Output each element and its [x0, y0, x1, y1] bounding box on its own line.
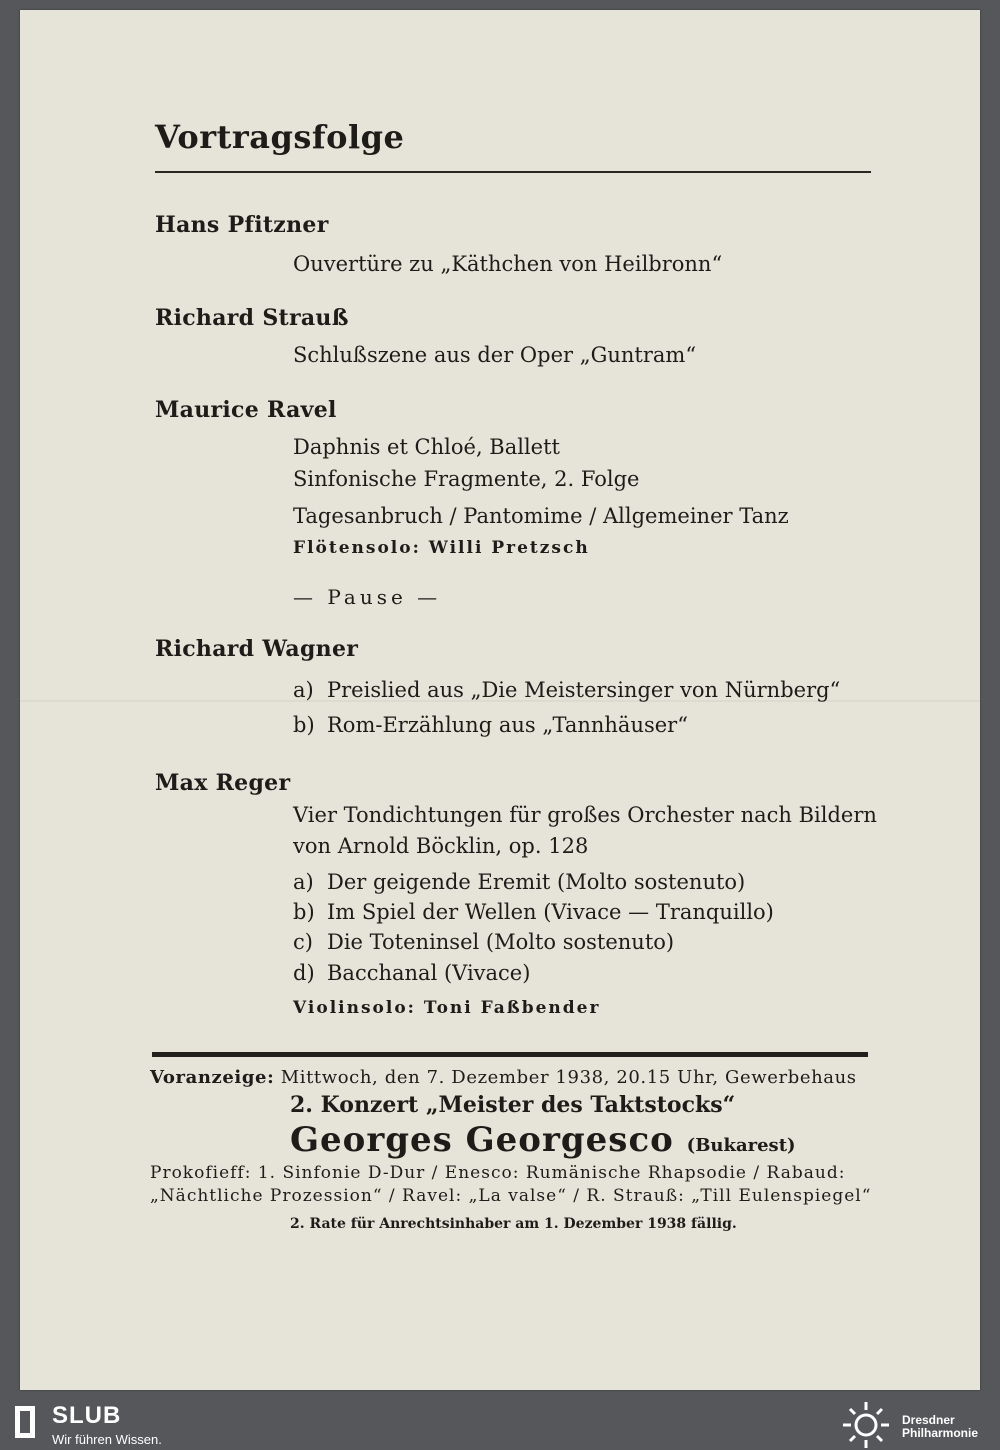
slub-logo-icon	[12, 1402, 38, 1442]
work-line: Schlußszene aus der Oper „Guntram“	[293, 343, 697, 367]
item-text: Preislied aus „Die Meistersinger von Nürnberg“	[327, 678, 841, 702]
intermission: — Pause —	[293, 585, 442, 609]
item-text: Der geigende Eremit (Molto sostenuto)	[327, 870, 746, 894]
composer-ravel: Maurice Ravel	[155, 397, 337, 423]
item-label: c)	[293, 930, 313, 954]
work-line: Ouvertüre zu „Käthchen von Heilbronn“	[293, 252, 723, 276]
soloist-line: Flötensolo: Willi Pretzsch	[293, 538, 590, 558]
conductor-name: Georges Georgesco	[290, 1120, 674, 1160]
item-text: Rom-Erzählung aus „Tannhäuser“	[327, 713, 688, 737]
work-line: Daphnis et Chloé, Ballett	[293, 435, 560, 459]
item-label: b)	[293, 713, 315, 737]
orchestra-name	[902, 1414, 978, 1440]
composer-strauss: Richard Strauß	[155, 305, 349, 331]
composer-wagner: Richard Wagner	[155, 636, 359, 662]
conductor-origin: (Bukarest)	[686, 1135, 796, 1156]
item-text: Die Toteninsel (Molto sostenuto)	[327, 930, 675, 954]
item-label: b)	[293, 900, 315, 924]
notice-line	[150, 1067, 857, 1088]
notice-divider	[152, 1052, 868, 1057]
notice-details: Mittwoch, den 7. Dezember 1938, 20.15 Uhr, Gewerbehaus	[280, 1067, 857, 1088]
item-text: Bacchanal (Vivace)	[327, 961, 531, 985]
item-label: a)	[293, 678, 314, 702]
library-name: SLUB	[52, 1402, 122, 1429]
list-item	[293, 930, 674, 954]
item-label: d)	[293, 961, 315, 985]
work-line: Tagesanbruch / Pantomime / Allgemeiner Tanz	[293, 504, 789, 528]
concert-program-line: „Nächtliche Prozession“ / Ravel: „La valse“ / R. Strauß: „Till Eulenspiegel“	[150, 1186, 872, 1206]
work-line: Vier Tondichtungen für großes Orchester nach Bildern	[293, 803, 877, 827]
list-item	[293, 678, 840, 702]
guest-conductor	[290, 1120, 796, 1160]
item-label: a)	[293, 870, 314, 894]
concert-title: 2. Konzert „Meister des Taktstocks“	[290, 1092, 736, 1118]
soloist-line: Violinsolo: Toni Faßbender	[293, 998, 601, 1018]
orchestra-name-line2: Philharmonie	[902, 1426, 979, 1440]
list-item	[293, 870, 745, 894]
philharmonie-logo-icon	[840, 1400, 892, 1450]
page-title: Vortragsfolge	[155, 118, 405, 156]
list-item	[293, 961, 530, 985]
composer-pfitzner: Hans Pfitzner	[155, 212, 329, 238]
list-item	[293, 713, 688, 737]
item-text: Im Spiel der Wellen (Vivace — Tranquillo)	[327, 900, 774, 924]
list-item	[293, 900, 774, 924]
work-line: von Arnold Böcklin, op. 128	[293, 834, 589, 858]
orchestra-name-line1: Dresdner	[902, 1413, 955, 1427]
library-tagline: Wir führen Wissen.	[52, 1432, 162, 1447]
payment-note: 2. Rate für Anrechtsinhaber am 1. Dezember 1938 fällig.	[290, 1216, 737, 1232]
title-divider	[155, 171, 871, 173]
concert-program-line: Prokofieff: 1. Sinfonie D-Dur / Enesco: Rumänische Rhapsodie / Rabaud:	[150, 1163, 846, 1183]
notice-label: Voranzeige:	[150, 1067, 275, 1088]
composer-reger: Max Reger	[155, 770, 291, 796]
work-line: Sinfonische Fragmente, 2. Folge	[293, 467, 640, 491]
